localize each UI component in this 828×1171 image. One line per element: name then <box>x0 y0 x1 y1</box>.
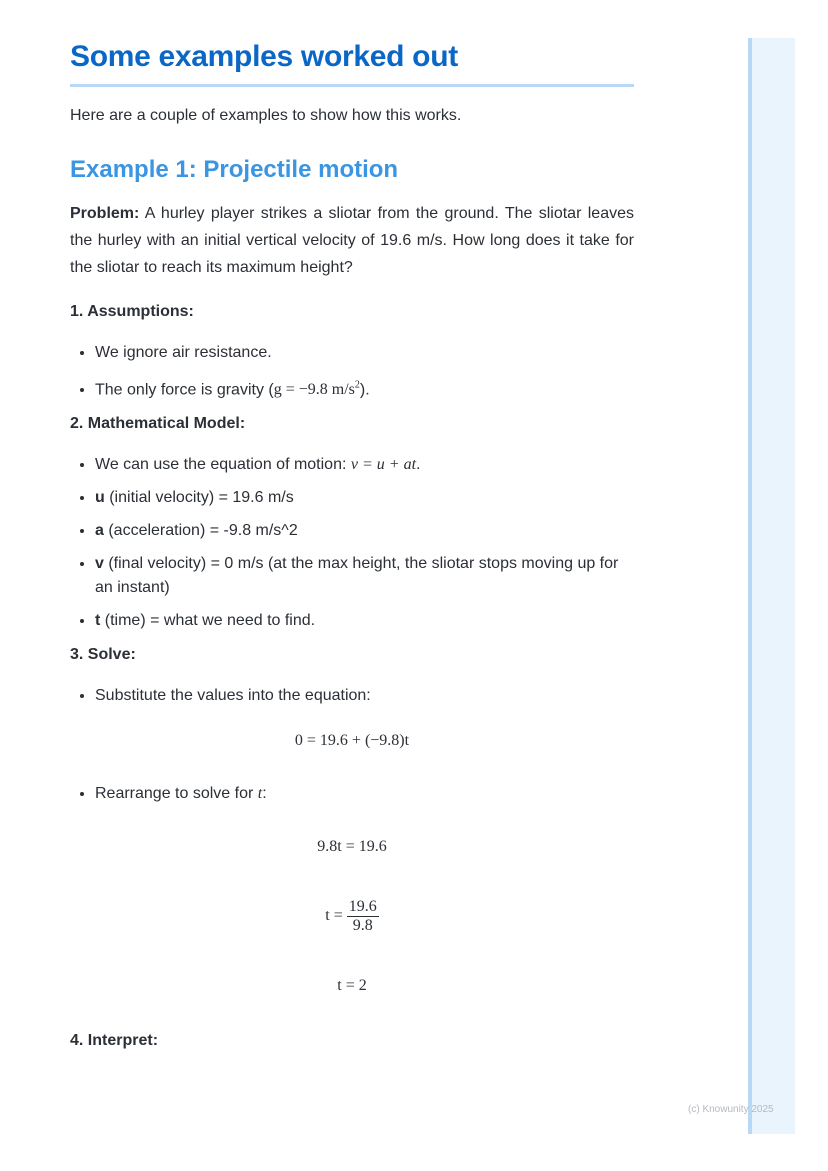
model-suffix: . <box>416 456 421 474</box>
equation-lhs: t = <box>325 907 347 925</box>
fraction-numerator: 19.6 <box>348 898 377 916</box>
equation-fraction <box>70 898 634 935</box>
gravity-formula <box>274 381 360 398</box>
example-1-title: Example 1: Projectile motion <box>70 156 399 183</box>
assumptions-list <box>70 341 634 402</box>
model-prefix: We can use the equation of motion: <box>95 456 351 474</box>
list-item <box>95 552 634 600</box>
fraction-denominator: 9.8 <box>352 917 373 935</box>
problem-text: A hurley player strikes a sliotar from the ground. The sliotar leaves the hurley with an initial vertical velocity of 19.6 m/s. How long does it take for the sliotar to reach its maximum height? <box>70 205 634 276</box>
solve-list-1 <box>70 684 634 708</box>
step-3-title: 3. Solve: <box>70 646 136 664</box>
page-title: Some examples worked out <box>70 40 634 87</box>
solve-instruction: Substitute the values into the equation: <box>95 687 371 705</box>
assumption-text: We ignore air resistance. <box>95 344 272 361</box>
equation-text: t = 2 <box>337 977 367 995</box>
solve-suffix: : <box>262 785 267 803</box>
list-item <box>95 374 634 402</box>
variable-symbol: t <box>95 612 101 630</box>
list-item <box>95 782 634 806</box>
step-1-title: 1. Assumptions: <box>70 303 194 320</box>
problem-statement <box>70 200 634 281</box>
variable-description: (final velocity) = 0 m/s (at the max height, the sliotar stops moving up for an instant) <box>95 555 619 597</box>
list-item <box>95 684 634 708</box>
list-item <box>95 453 634 477</box>
equation-result <box>70 977 634 995</box>
equation-substituted <box>70 732 634 750</box>
solve-instruction: Rearrange to solve for <box>95 785 258 803</box>
variable-description: (time) = what we need to find. <box>100 612 316 630</box>
copyright-notice: (c) Knowunity 2025 <box>688 1104 774 1115</box>
step-2-title: 2. Mathematical Model: <box>70 415 246 433</box>
list-item <box>95 519 634 543</box>
gravity-exponent: 2 <box>354 380 360 391</box>
time-variable: t <box>257 785 263 803</box>
intro-text: Here are a couple of examples to show how this works. <box>70 107 462 124</box>
assumption-prefix: The only force is gravity ( <box>95 381 274 399</box>
list-item <box>95 486 634 510</box>
variable-symbol: a <box>95 522 104 540</box>
variable-symbol: u <box>95 489 105 507</box>
equation-of-motion: v = u + at <box>350 456 417 474</box>
variable-description: (initial velocity) = 19.6 m/s <box>104 489 294 507</box>
equation-text: 0 = 19.6 + (−9.8)t <box>294 732 410 750</box>
model-list <box>70 453 634 633</box>
equation-text: 9.8t = 19.6 <box>317 838 387 856</box>
step-4-title: 4. Interpret: <box>70 1032 159 1050</box>
side-panel <box>748 38 795 1134</box>
variable-symbol: v <box>95 555 104 573</box>
assumption-suffix: ). <box>359 381 370 399</box>
document-body <box>70 40 634 1053</box>
variable-description: (acceleration) = -9.8 m/s^2 <box>103 522 298 540</box>
list-item <box>95 609 634 633</box>
gravity-formula-text: g = −9.8 m/s <box>273 381 355 399</box>
solve-list-2 <box>70 782 634 806</box>
equation-rearranged <box>70 838 634 856</box>
problem-label: Problem: <box>70 205 140 222</box>
fraction <box>347 898 379 935</box>
list-item <box>95 341 634 365</box>
